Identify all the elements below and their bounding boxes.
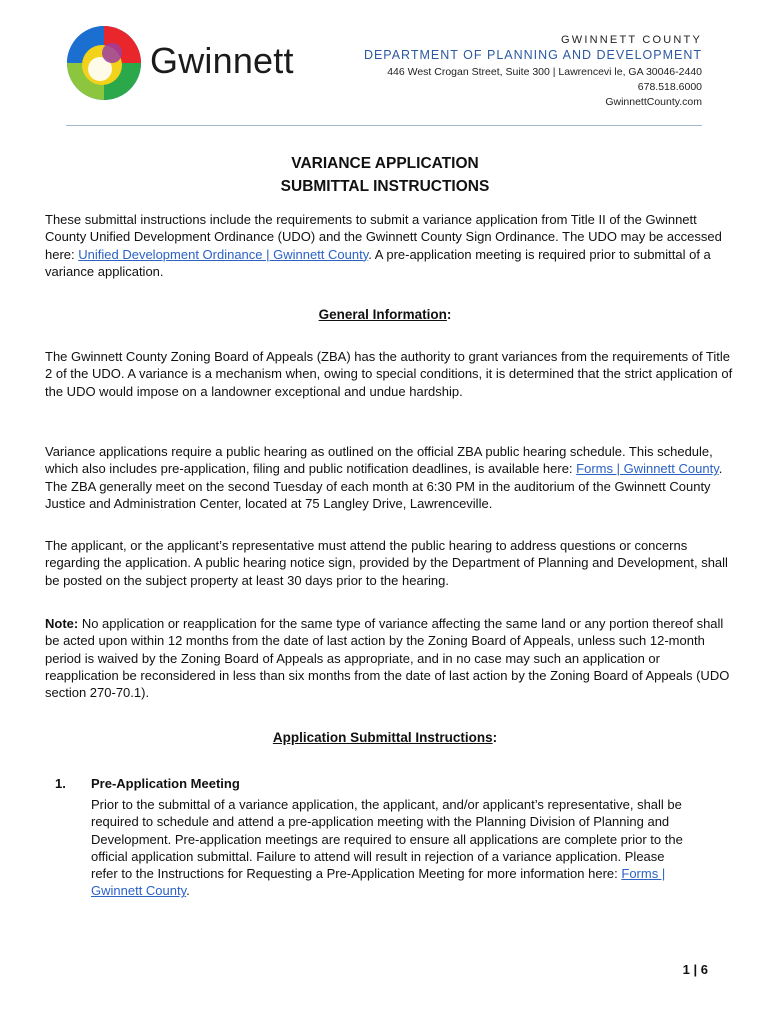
forms-link[interactable]: Forms | Gwinnett County: [576, 461, 719, 477]
general-information-heading: [0, 307, 770, 322]
phone: 678.518.6000: [637, 81, 702, 93]
general-paragraph-3: The applicant, or the applicant’s representative must attend the public hearing to address questions or concerns regarding the application. A public hearing notice sign, provided by the Department of Planning and Development, shall be posted on the subject property at least 30 days prior to the hearing.: [45, 538, 728, 588]
intro-text-end: . A pre-application meeting is required prior to submittal of a variance application.: [45, 246, 711, 279]
department-name: DEPARTMENT OF PLANNING AND DEVELOPMENT: [363, 48, 702, 62]
county-name: GWINNETT COUNTY: [561, 34, 702, 46]
general-heading-text: General Information: [318, 307, 447, 322]
title-line-2: SUBMITTAL INSTRUCTIONS: [280, 178, 490, 195]
instructions-heading-text: Application Submittal Instructions: [272, 730, 493, 745]
intro-text: These submittal instructions include the requirements to submit a variance application from Title II of the Gwinnett County Unified Development Ordinance (UDO) and the Gwinnett County Sign Ordinance. The UDO may be accessed here:: [45, 212, 722, 262]
list-item-heading: Pre-Application Meeting: [91, 776, 240, 791]
department-block: [364, 34, 702, 108]
list-item-number: 1.: [55, 776, 66, 791]
header-divider: [66, 125, 702, 126]
item-body-end: .: [186, 883, 190, 899]
general-heading-colon: :: [446, 307, 452, 322]
general-paragraph-2: [45, 443, 735, 512]
general-paragraph-1: The Gwinnett County Zoning Board of Appeals (ZBA) has the authority to grant variances from the requirements of Title 2 of the UDO. A variance is a mechanism when, owing to special conditions, it is determined that the strict application of the UDO would impose on a landowner exceptional and undue hardship.: [45, 349, 733, 399]
website: GwinnettCounty.com: [605, 96, 702, 108]
p2-text: Variance applications require a public hearing as outlined on the official ZBA public hearing schedule. This schedule, which also includes pre-application, filing and public notification deadlines, is available here:: [45, 444, 713, 477]
preapp-forms-link[interactable]: Forms | Gwinnett County: [91, 866, 666, 899]
note-text: No application or reapplication for the same type of variance affecting the same land or any portion thereof shall be acted upon within 12 months from the date of last action by the Zoning Board of Appeals, unless such 12-month period is waived by the Zoning Board of Appeals as appropriate, and in no case may such an application or reapplication be reconsidered in less than six months from the date of last action by the Zoning Board of Appeals (UDO section 270-70.1).: [45, 616, 730, 701]
brand-name: Gwinnett: [150, 40, 294, 81]
address: 446 West Crogan Street, Suite 300 | Lawrencevi le, GA 30046-2440: [387, 66, 702, 78]
application-instructions-heading: [0, 730, 770, 745]
list-item-title: [55, 776, 240, 791]
item-body-text: Prior to the submittal of a variance application, the applicant, and/or applicant’s representative, shall be required to schedule and attend a pre-application meeting with the Planning Division of Planning and Development. Pre-application meetings are required to ensure all applications are complete prior to the official application submittal. Failure to attend will result in rejection of a variance application. Please refer to the Instructions for Requesting a Pre-Application Meeting for more information here:: [91, 797, 683, 882]
p2-text-end: . The ZBA generally meet on the second Tuesday of each month at 6:30 PM in the auditorium of the Gwinnett County Justice and Administration Center, located at 75 Langley Drive, Lawrenceville.: [45, 461, 723, 511]
page-number: 1 | 6: [682, 962, 708, 977]
gwinnett-logo-icon: [66, 25, 142, 106]
instructions-heading-colon: :: [492, 730, 498, 745]
intro-paragraph: [45, 211, 735, 280]
title-line-1: VARIANCE APPLICATION: [291, 155, 479, 172]
udo-link[interactable]: Unified Development Ordinance | Gwinnett County: [78, 246, 369, 262]
page-title: [0, 152, 770, 198]
note-label: Note:: [45, 616, 79, 631]
note-paragraph: [45, 615, 735, 701]
list-item-body: [91, 796, 691, 900]
